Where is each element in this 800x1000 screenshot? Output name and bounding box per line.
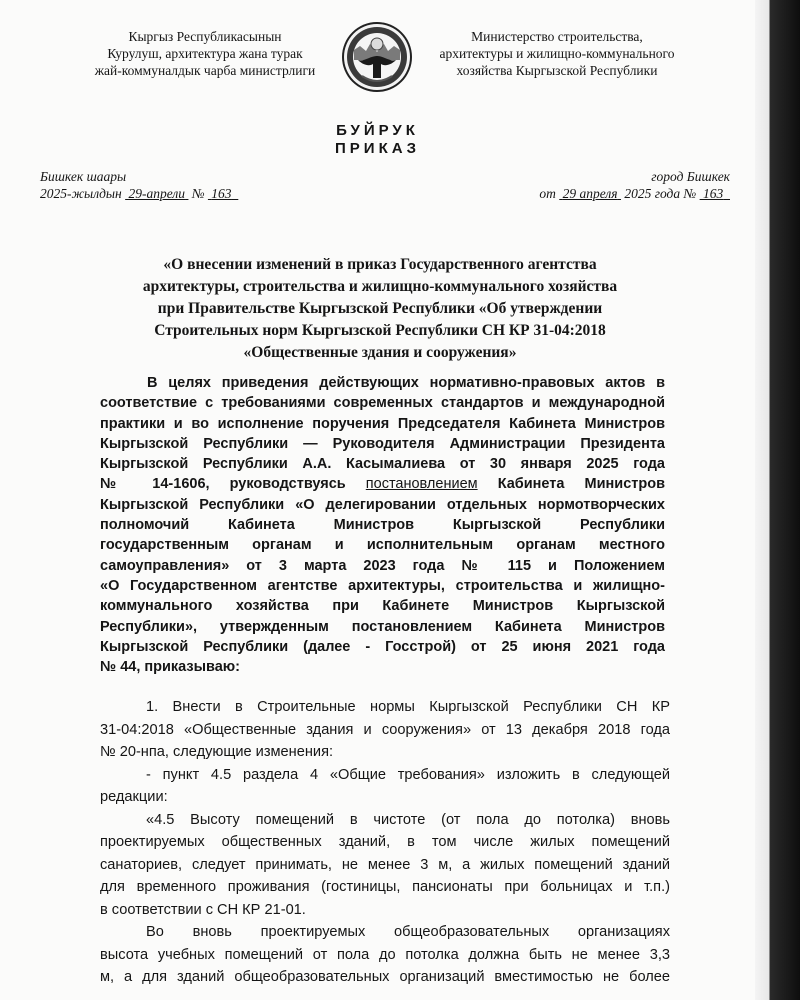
order-title-russian: ПРИКАЗ — [335, 140, 420, 157]
date-value: 29 апреля — [562, 186, 618, 201]
place-date-left — [40, 168, 238, 202]
item-line: «4.5 Высоту помещений в чистоте (от пола до потолка) вновь — [146, 811, 670, 828]
heading-line: Строительных норм Кыргызской Республики СН КР 31-04:2018 — [154, 322, 606, 339]
number-value: 163 — [211, 186, 232, 201]
preamble-line: Кыргызской Республики (далее - Госстрой) от 25 июня 2021 года — [100, 638, 665, 655]
resolution-link[interactable]: постановлением — [365, 476, 478, 493]
city-russian: город Бишкек — [651, 169, 730, 184]
preamble-line: Республики», утвержденным постановлением Кабинета Министров — [100, 618, 665, 635]
kyrgyz-state-emblem-icon — [340, 20, 414, 94]
header-right-russian — [428, 28, 686, 79]
item-line: м, а для зданий общеобразовательных организаций вместимостью не более — [100, 969, 670, 985]
item-line: редакции: — [100, 789, 168, 805]
item-line: проектируемых общественных зданий, в том числе жилых помещений — [100, 834, 670, 850]
order-items — [100, 696, 670, 989]
year-label: 2025 года — [624, 186, 681, 201]
number-label: № — [683, 186, 697, 201]
item-line: - пункт 4.5 раздела 4 «Общие требования» изложить в следующей — [146, 766, 670, 783]
item-line: высота учебных помещений от пола до потолка должна быть не менее 3,3 — [100, 946, 670, 963]
order-word: приказываю: — [144, 659, 241, 676]
preamble-line: «О Государственном агентстве архитектуры, строительства и жилищно- — [100, 577, 665, 594]
item-line: Во вновь проектируемых общеобразовательных организациях — [146, 924, 670, 940]
preamble-line: полномочий Кабинета Министров Кыргызской Республики — [100, 517, 665, 534]
header-left-line: жай-коммуналдык чарба министрлиги — [94, 63, 316, 78]
preamble-line: Кыргызской Республики — Руководителя Администрации Президента — [100, 435, 665, 452]
item-line: в соответствии с СН КР 21-01. — [100, 901, 306, 918]
preamble-line: № 14-1606, руководствуясь постановлением Кабинета Министров — [100, 476, 665, 493]
date-prefix: 2025-жылдын — [40, 186, 122, 201]
city-kyrgyz: Бишкек шаары — [40, 169, 127, 184]
item-line: санаториев, следует принимать, не менее 3 м, а жилых помещений зданий — [100, 856, 670, 873]
header-left-kyrgyz — [80, 28, 330, 79]
from-label: от — [539, 186, 556, 201]
heading-line: «О внесении изменений в приказ Государственного агентства — [163, 256, 597, 273]
place-date-right — [510, 168, 730, 202]
header-left-line: Кыргыз Республикасынын — [128, 29, 282, 44]
page-edge-shadow — [755, 0, 800, 1000]
preamble-paragraph — [100, 373, 665, 677]
order-heading — [90, 254, 670, 364]
preamble-line: Кыргызской Республики А.А. Касымалиева от 30 января 2025 года — [100, 456, 665, 473]
item-line: 31-04:2018 «Общественные здания и сооружения» от 13 декабря 2018 года — [100, 721, 670, 738]
preamble-line: практики и во исполнение поручения Председателя Кабинета Министров — [100, 415, 665, 432]
preamble-line: самоуправления» от 3 марта 2023 года № 115 и Положением — [100, 557, 665, 574]
item-line: для временного проживания (гостиницы, пансионаты при больницах и т.п.) — [100, 879, 670, 895]
heading-line: «Общественные здания и сооружения» — [243, 344, 517, 361]
heading-line: архитектуры, строительства и жилищно-коммунального хозяйства — [142, 278, 618, 295]
number-value: 163 — [703, 186, 724, 201]
heading-line: при Правительстве Кыргызской Республики «Об утверждении — [157, 300, 603, 317]
order-title-kyrgyz: БУЙРУК — [336, 122, 419, 139]
preamble-line: коммунального хозяйства при Кабинете Министров Кыргызской — [100, 598, 665, 615]
preamble-line: Кыргызской Республики «О делегировании отдельных нормотворческих — [100, 496, 665, 513]
item-line: 1. Внести в Строительные нормы Кыргызской Республики СН КР — [146, 699, 670, 715]
header-right-line: хозяйства Кыргызской Республики — [456, 63, 658, 78]
preamble-line: государственным органам и исполнительным органам местного — [100, 537, 665, 554]
number-label: № — [191, 186, 205, 201]
preamble-line: № 44, приказываю: — [100, 659, 241, 676]
date-value: 29-апрели — [128, 186, 186, 201]
preamble-line: соответствие с требованиями современных стандартов и международной — [100, 395, 665, 412]
header-right-line: Министерство строительства, — [471, 29, 643, 44]
preamble-line: В целях приведения действующих нормативно-правовых актов в — [147, 375, 665, 391]
header-right-line: архитектуры и жилищно-коммунального — [439, 46, 675, 61]
header-left-line: Курулуш, архитектура жана турак — [107, 46, 303, 61]
item-line: № 20-нпа, следующие изменения: — [100, 744, 334, 760]
